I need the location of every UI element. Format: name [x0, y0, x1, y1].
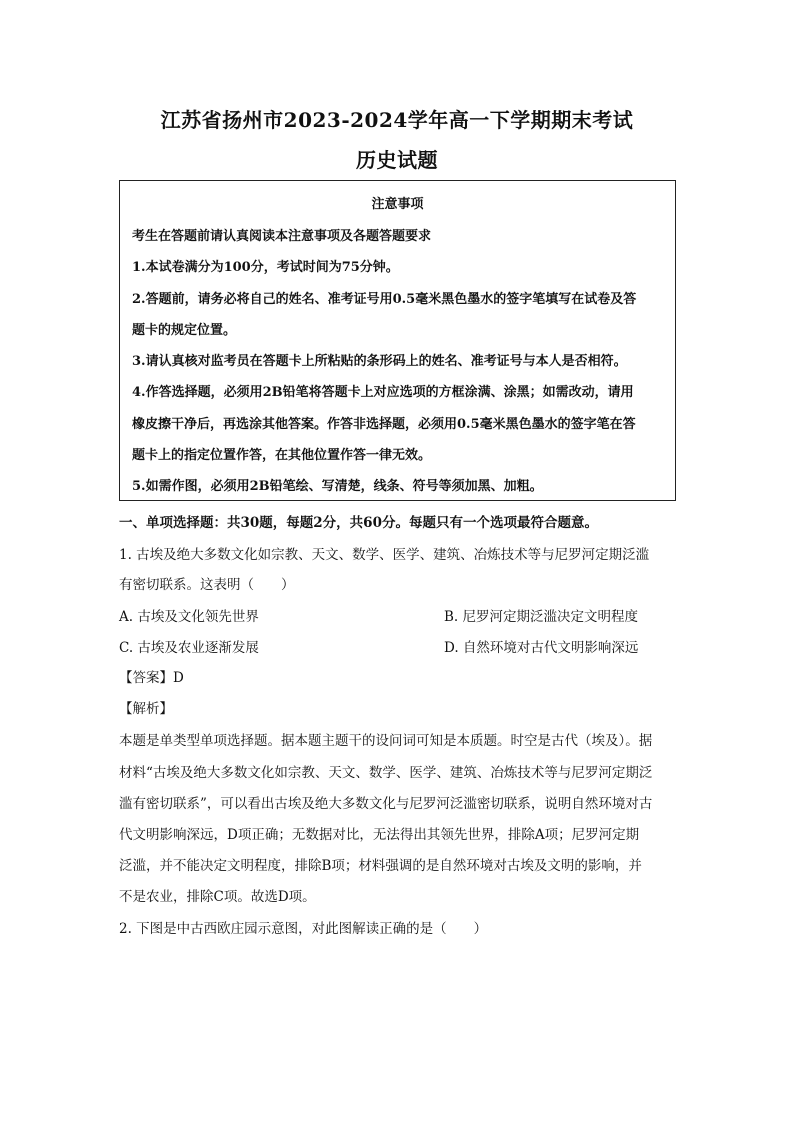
- analysis-line: 泛滥，并不能决定文明程度，排除B项；材料强调的是自然环境对古埃及文明的影响，并: [119, 858, 642, 874]
- notice-line: 3.请认真核对监考员在答题卡上所粘贴的条形码上的姓名、准考证号与本人是否相符。: [132, 354, 627, 369]
- notice-line: 1.本试卷满分为100分，考试时间为75分钟。: [132, 260, 399, 275]
- analysis-line: 滥有密切联系”，可以看出古埃及绝大多数文化与尼罗河泛滥密切联系，说明自然环境对古: [119, 796, 653, 812]
- option-a: A. 古埃及文化领先世界: [119, 609, 259, 625]
- analysis-line: 本题是单类型单项选择题。据本题主题干的设问词可知是本质题。时空是古代（埃及）。据: [119, 733, 653, 749]
- answer-label: 【答案】D: [119, 670, 184, 686]
- option-d: D. 自然环境对古代文明影响深远: [444, 640, 639, 656]
- notice-line: 橡皮擦干净后，再选涂其他答案。作答非选择题，必须用0.5毫米黑色墨水的签字笔在答: [132, 417, 636, 432]
- analysis-line: 材料“古埃及绝大多数文化如宗教、天文、数学、医学、建筑、冶炼技术等与尼罗河定期泛: [119, 765, 653, 781]
- question-1-stem: 有密切联系。这表明（ ）: [119, 577, 295, 593]
- page-subtitle: 历史试题: [356, 148, 438, 172]
- notice-line: 题卡上的指定位置作答，在其他位置作答一律无效。: [132, 448, 432, 463]
- notice-line: 5.如需作图，必须用2B铅笔绘、写清楚，线条、符号等须加黑、加粗。: [132, 479, 543, 494]
- analysis-line: 不是农业，排除C项。故选D项。: [119, 889, 316, 905]
- question-2-stem: 2. 下图是中古西欧庄园示意图，对此图解读正确的是（ ）: [119, 921, 488, 937]
- notice-line: 4.作答选择题，必须用2B铅笔将答题卡上对应选项的方框涂满、涂黑；如需改动，请用: [132, 385, 634, 400]
- option-c: C. 古埃及农业逐渐发展: [119, 640, 259, 656]
- option-b: B. 尼罗河定期泛滥决定文明程度: [444, 609, 639, 625]
- notice-heading: 注意事项: [371, 197, 424, 212]
- page-title: 江苏省扬州市2023-2024学年高一下学期期末考试: [160, 108, 634, 132]
- notice-line: 2.答题前，请务必将自己的姓名、准考证号用0.5毫米黑色墨水的签字笔填写在试卷及答: [132, 292, 637, 307]
- notice-line: 题卡的规定位置。: [132, 323, 237, 338]
- notice-box: [119, 180, 676, 501]
- notice-line: 考生在答题前请认真阅读本注意事项及各题答题要求: [132, 229, 432, 244]
- section-heading: 一、单项选择题：共30题，每题2分，共60分。每题只有一个选项最符合题意。: [119, 515, 598, 531]
- analysis-label: 【解析】: [119, 701, 173, 717]
- analysis-line: 代文明影响深远，D项正确；无数据对比，无法得出其领先世界，排除A项；尼罗河定期: [119, 827, 640, 843]
- question-1-stem: 1. 古埃及绝大多数文化如宗教、天文、数学、医学、建筑、冶炼技术等与尼罗河定期泛滥: [119, 547, 650, 563]
